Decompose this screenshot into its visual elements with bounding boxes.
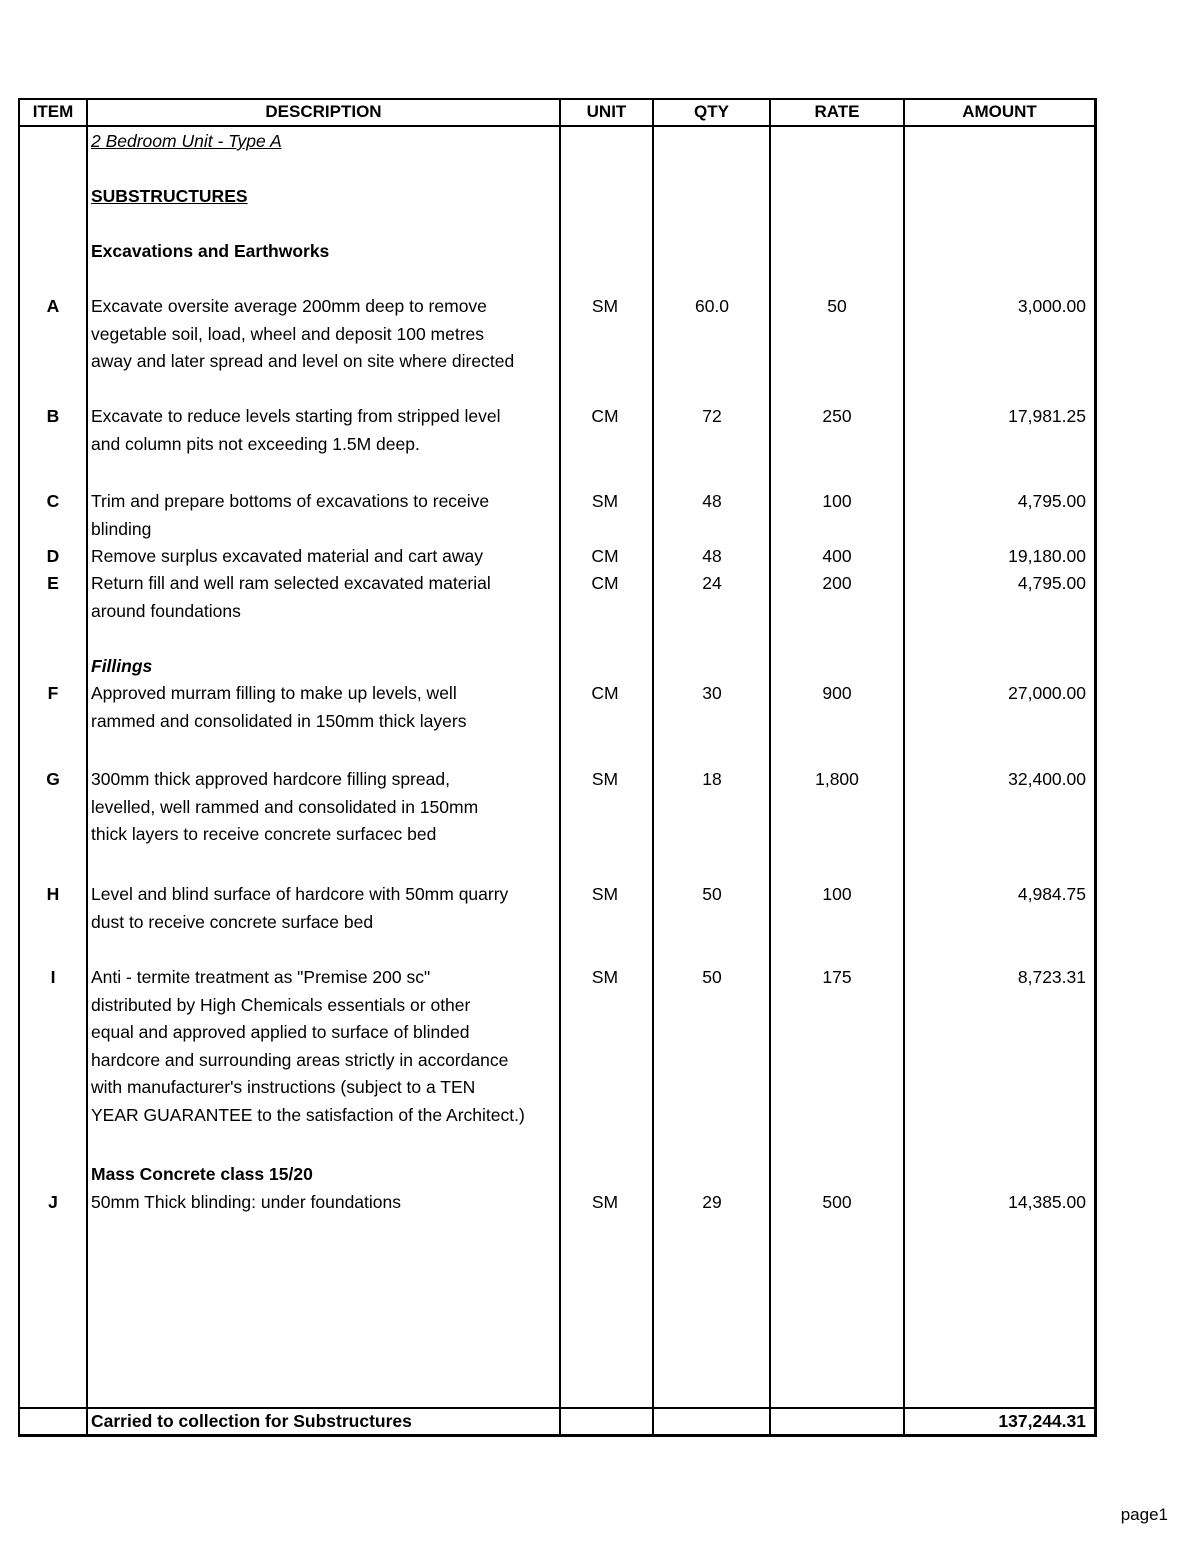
row-unit: CM bbox=[591, 546, 619, 566]
row-amount: 19,180.00 bbox=[1008, 546, 1086, 566]
row-amount: 4,795.00 bbox=[1017, 491, 1086, 511]
row-description-line: with manufacturer's instructions (subject to a TEN bbox=[91, 1077, 476, 1097]
bill-of-quantities-table bbox=[18, 98, 1097, 1438]
row-amount: 27,000.00 bbox=[1008, 683, 1086, 703]
row-description-line: around foundations bbox=[91, 600, 241, 621]
header-description: DESCRIPTION bbox=[265, 102, 382, 121]
row-description-line: dust to receive concrete surface bed bbox=[91, 911, 374, 932]
col-divider-unit bbox=[652, 98, 654, 1437]
row-unit: SM bbox=[591, 769, 619, 789]
row-description-line: Excavate to reduce levels starting from stripped level bbox=[91, 406, 501, 426]
unit-type-heading: 2 Bedroom Unit - Type A bbox=[91, 131, 282, 151]
row-rate: 900 bbox=[822, 683, 852, 703]
header-rate: RATE bbox=[814, 102, 860, 121]
row-rate: 50 bbox=[827, 296, 847, 316]
row-qty: 60.0 bbox=[694, 296, 730, 316]
row-rate: 100 bbox=[822, 884, 852, 904]
row-description-line: away and later spread and level on site where directed bbox=[91, 351, 515, 371]
row-amount: 4,984.75 bbox=[1017, 884, 1086, 904]
row-description-line: Trim and prepare bottoms of excavations to receive bbox=[91, 491, 490, 511]
header-qty: QTY bbox=[694, 102, 729, 121]
row-unit: SM bbox=[591, 296, 619, 316]
row-description-line: and column pits not exceeding 1.5M deep. bbox=[91, 433, 420, 454]
row-qty: 30 bbox=[702, 683, 722, 703]
row-item-code: C bbox=[46, 491, 60, 511]
row-amount: 32,400.00 bbox=[1008, 769, 1086, 789]
row-qty: 18 bbox=[702, 769, 722, 789]
row-unit: CM bbox=[591, 683, 619, 703]
row-qty: 72 bbox=[702, 406, 722, 426]
row-item-code: B bbox=[46, 406, 60, 426]
row-amount: 17,981.25 bbox=[1008, 406, 1086, 426]
row-unit: CM bbox=[591, 573, 619, 593]
row-item-code: E bbox=[47, 573, 59, 593]
carried-to-collection-label: Carried to collection for Substructures bbox=[91, 1411, 412, 1431]
row-description-line: 50mm Thick blinding: under foundations bbox=[91, 1192, 402, 1212]
subsection-heading-mass-concrete: Mass Concrete class 15/20 bbox=[91, 1164, 313, 1184]
page-number: page1 bbox=[1120, 1505, 1168, 1524]
subsection-heading-fillings: Fillings bbox=[91, 656, 153, 676]
row-description-line: distributed by High Chemicals essentials or other bbox=[91, 994, 471, 1015]
row-description-line: hardcore and surrounding areas strictly in accordance bbox=[91, 1049, 509, 1070]
row-rate: 500 bbox=[822, 1192, 852, 1212]
table-bottom-border bbox=[18, 1434, 1097, 1437]
row-unit: CM bbox=[591, 406, 619, 426]
row-unit: SM bbox=[591, 1192, 619, 1212]
header-unit: UNIT bbox=[586, 102, 627, 121]
row-description-line: vegetable soil, load, wheel and deposit 100 metres bbox=[91, 323, 485, 344]
row-description-line: equal and approved applied to surface of blinded bbox=[91, 1022, 470, 1042]
row-item-code: D bbox=[46, 546, 60, 566]
row-description-line: 300mm thick approved hardcore filling spread, bbox=[91, 769, 450, 789]
row-amount: 8,723.31 bbox=[1017, 967, 1086, 987]
section-heading: SUBSTRUCTURES bbox=[91, 186, 248, 206]
row-rate: 175 bbox=[822, 967, 852, 987]
col-divider-item bbox=[86, 98, 88, 1437]
header-item: ITEM bbox=[32, 102, 74, 121]
subsection-heading-excavations: Excavations and Earthworks bbox=[91, 241, 330, 261]
row-rate: 1,800 bbox=[815, 769, 859, 789]
table-right-border bbox=[1094, 98, 1097, 1437]
row-rate: 400 bbox=[822, 546, 852, 566]
row-qty: 48 bbox=[702, 491, 722, 511]
row-qty: 24 bbox=[702, 573, 722, 593]
row-rate: 250 bbox=[822, 406, 852, 426]
footer-top-border bbox=[18, 1407, 1097, 1409]
row-amount: 3,000.00 bbox=[1017, 296, 1086, 316]
row-description-line: Remove surplus excavated material and cart away bbox=[91, 546, 483, 566]
col-divider-qty bbox=[769, 98, 771, 1437]
row-item-code: A bbox=[46, 296, 60, 316]
row-item-code: G bbox=[46, 769, 60, 789]
row-item-code: H bbox=[46, 884, 60, 904]
row-description-line: Excavate oversite average 200mm deep to remove bbox=[91, 296, 487, 316]
row-description-line: Approved murram filling to make up levels, well bbox=[91, 683, 457, 703]
row-qty: 29 bbox=[702, 1192, 722, 1212]
row-item-code: F bbox=[47, 683, 59, 703]
row-description-line: YEAR GUARANTEE to the satisfaction of the Architect.) bbox=[91, 1104, 525, 1125]
row-qty: 50 bbox=[702, 884, 722, 904]
row-description-line: Anti - termite treatment as "Premise 200 sc" bbox=[91, 967, 431, 987]
row-qty: 50 bbox=[702, 967, 722, 987]
row-unit: SM bbox=[591, 491, 619, 511]
row-description-line: levelled, well rammed and consolidated in 150mm bbox=[91, 796, 479, 817]
row-description-line: blinding bbox=[91, 518, 152, 539]
row-unit: SM bbox=[591, 884, 619, 904]
row-qty: 48 bbox=[702, 546, 722, 566]
row-description-line: thick layers to receive concrete surfacec bed bbox=[91, 824, 437, 844]
row-item-code: I bbox=[50, 967, 56, 987]
row-description-line: Return fill and well ram selected excavated material bbox=[91, 573, 491, 593]
row-amount: 4,795.00 bbox=[1017, 573, 1086, 593]
substructures-total: 137,244.31 bbox=[998, 1411, 1086, 1431]
row-unit: SM bbox=[591, 967, 619, 987]
row-item-code: J bbox=[48, 1192, 58, 1212]
row-rate: 100 bbox=[822, 491, 852, 511]
row-rate: 200 bbox=[822, 573, 852, 593]
row-description-line: rammed and consolidated in 150mm thick layers bbox=[91, 710, 467, 731]
row-amount: 14,385.00 bbox=[1008, 1192, 1086, 1212]
row-description-line: Level and blind surface of hardcore with 50mm quarry bbox=[91, 884, 509, 904]
header-amount: AMOUNT bbox=[962, 102, 1037, 121]
